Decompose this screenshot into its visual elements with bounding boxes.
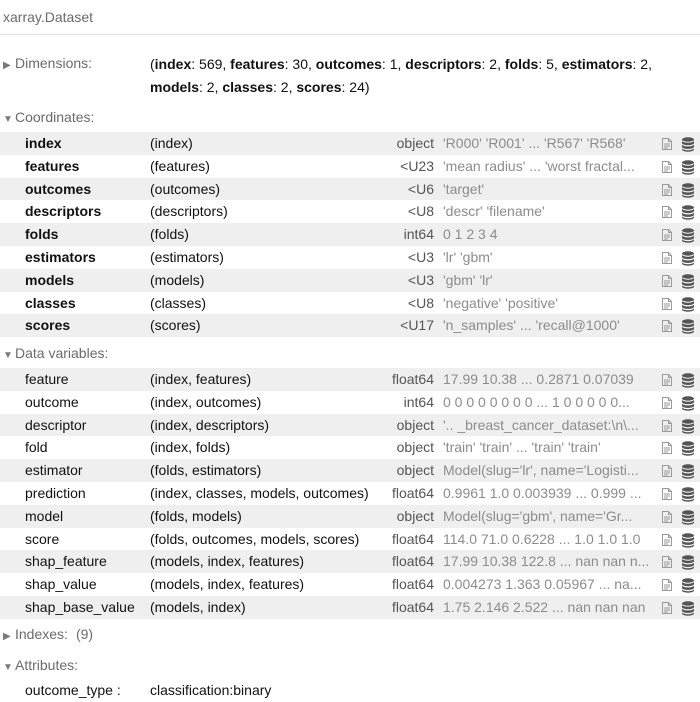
data-variable-row-score xyxy=(0,528,700,551)
doc-icon[interactable] xyxy=(660,555,674,572)
variable-dims: (scores) xyxy=(150,317,201,334)
database-icon[interactable] xyxy=(680,204,696,223)
variable-preview: 0 0 0 0 0 0 0 0 ... 1 0 0 0 0 0... xyxy=(443,393,630,410)
variable-dims: (index, outcomes) xyxy=(150,393,262,410)
variable-preview: 'lr' 'gbm' xyxy=(443,248,493,265)
variable-dtype: float64 xyxy=(391,598,434,615)
data-variable-row-prediction xyxy=(0,482,700,505)
dimension-name: scores xyxy=(296,79,342,95)
coordinate-row-index xyxy=(0,132,700,155)
variable-preview: 'n_samples' ... 'recall@1000' xyxy=(443,317,620,334)
variable-dtype: float64 xyxy=(391,530,434,547)
doc-icon[interactable] xyxy=(660,274,674,291)
variable-preview: 'mean radius' ... 'worst fractal... xyxy=(443,157,635,174)
dimension-size: 24 xyxy=(349,79,365,95)
doc-icon[interactable] xyxy=(660,373,674,390)
dimension-index: index: 569 xyxy=(154,56,223,72)
variable-dims: (models, index, features) xyxy=(150,576,305,593)
coordinate-row-estimators xyxy=(0,246,700,269)
doc-icon[interactable] xyxy=(660,319,674,336)
dimension-folds: folds: 5 xyxy=(504,56,554,72)
data-variable-row-descriptor xyxy=(0,414,700,437)
database-icon[interactable] xyxy=(680,296,696,315)
dimension-name: descriptors xyxy=(405,56,482,72)
data-variable-row-estimator xyxy=(0,459,700,482)
dimension-models: models: 2 xyxy=(150,79,215,95)
dimension-size: 569 xyxy=(199,56,223,72)
variable-dtype: int64 xyxy=(403,226,434,243)
data-variable-row-model xyxy=(0,505,700,528)
variable-preview: 'target' xyxy=(443,180,485,197)
variable-dims: (estimators) xyxy=(150,248,224,265)
doc-icon[interactable] xyxy=(660,578,674,595)
variable-dims: (folds) xyxy=(150,226,189,243)
triangle-right-icon: ▶ xyxy=(3,60,11,71)
database-icon[interactable] xyxy=(680,554,696,573)
variable-dims: (folds, outcomes, models, scores) xyxy=(150,530,360,547)
dimensions-list: (index: 569, features: 30, outcomes: 1, descriptors: 2, folds: 5, estimators: 2, models: 2, classes: 2, scores: 24) xyxy=(150,56,652,95)
indexes-count: (9) xyxy=(75,626,94,642)
coordinate-row-outcomes xyxy=(0,178,700,201)
attribute-row xyxy=(0,682,700,702)
variable-dims: (models) xyxy=(150,271,205,288)
triangle-down-icon: ▼ xyxy=(3,350,13,361)
database-icon[interactable] xyxy=(680,159,696,178)
doc-icon[interactable] xyxy=(660,205,674,222)
dimension-size: 2 xyxy=(489,56,498,72)
coordinate-row-folds xyxy=(0,223,700,246)
database-icon[interactable] xyxy=(680,509,696,528)
doc-icon[interactable] xyxy=(660,419,674,436)
variable-dims: (folds, models) xyxy=(150,507,242,524)
variable-name: scores xyxy=(25,317,71,334)
dataset-title: xarray.Dataset xyxy=(3,9,93,25)
variable-dims: (outcomes) xyxy=(150,180,221,197)
data-variables-table xyxy=(0,368,700,619)
doc-icon[interactable] xyxy=(660,228,674,245)
variable-dtype: <U23 xyxy=(400,157,434,174)
coordinate-row-descriptors xyxy=(0,200,700,223)
variable-name: index xyxy=(25,135,62,151)
data-variable-row-feature xyxy=(0,368,700,391)
coordinate-row-features xyxy=(0,155,700,178)
database-icon[interactable] xyxy=(680,227,696,246)
dimension-size: 5 xyxy=(546,56,554,72)
database-icon[interactable] xyxy=(680,250,696,269)
triangle-down-icon: ▼ xyxy=(3,114,13,125)
dimension-name: models xyxy=(150,79,200,95)
data-variable-row-outcome xyxy=(0,391,700,414)
variable-name: feature xyxy=(25,371,69,387)
variable-dims: (features) xyxy=(150,157,210,174)
triangle-down-icon: ▼ xyxy=(3,662,13,673)
doc-icon[interactable] xyxy=(660,297,674,314)
variable-dtype: float64 xyxy=(391,371,434,387)
doc-icon[interactable] xyxy=(660,396,674,413)
doc-icon[interactable] xyxy=(660,487,674,504)
variable-dtype: object xyxy=(396,462,434,479)
variable-name: shap_value xyxy=(25,576,97,593)
variable-name: descriptors xyxy=(25,203,102,220)
database-icon[interactable] xyxy=(680,532,696,551)
attribute-value: classification:binary xyxy=(150,682,272,698)
database-icon[interactable] xyxy=(680,577,696,596)
attributes-label: Attributes: xyxy=(15,657,79,673)
dimension-classes: classes: 2 xyxy=(222,79,289,95)
database-icon[interactable] xyxy=(680,418,696,437)
variable-name: outcomes xyxy=(25,180,92,197)
variable-preview: '.. _breast_cancer_dataset:\n\... xyxy=(443,416,639,433)
attribute-key: outcome_type : xyxy=(25,682,121,698)
variable-dims: (index, descriptors) xyxy=(150,416,270,433)
variable-dtype: <U17 xyxy=(400,317,434,334)
variable-dims: (folds, estimators) xyxy=(150,462,262,479)
dimension-descriptors: descriptors: 2 xyxy=(405,56,498,72)
dimension-name: outcomes xyxy=(315,56,382,72)
variable-name: fold xyxy=(25,439,48,456)
doc-icon[interactable] xyxy=(660,251,674,268)
dimension-size: 2 xyxy=(640,56,649,72)
variable-dtype: object xyxy=(396,135,434,151)
variable-preview: 'train' 'train' ... 'train' 'train' xyxy=(443,439,601,456)
variable-name: shap_feature xyxy=(25,553,107,570)
variable-preview: 'R000' 'R001' ... 'R567' 'R568' xyxy=(443,135,626,151)
variable-preview: 0 1 2 3 4 xyxy=(443,226,498,243)
attributes-section-toggle[interactable] xyxy=(3,655,78,675)
variable-dtype: object xyxy=(396,507,434,524)
doc-icon[interactable] xyxy=(660,160,674,177)
dimension-name: folds xyxy=(504,56,539,72)
variable-name: score xyxy=(25,530,60,547)
variable-name: shap_base_value xyxy=(25,598,135,615)
variable-name: models xyxy=(25,271,75,288)
variable-preview: 0.004273 1.363 0.05967 ... na... xyxy=(443,576,642,593)
variable-dims: (models, index) xyxy=(150,598,246,615)
dimension-features: features: 30 xyxy=(230,56,308,72)
dimension-name: estimators xyxy=(561,56,633,72)
data-variable-row-shap-base-value xyxy=(0,596,700,619)
triangle-right-icon: ▶ xyxy=(3,631,11,642)
dimension-estimators: estimators: 2 xyxy=(561,56,649,72)
variable-preview: 114.0 71.0 0.6228 ... 1.0 1.0 1.0 xyxy=(443,530,641,547)
variable-preview: 'descr' 'filename' xyxy=(443,203,545,220)
coordinates-label: Coordinates: xyxy=(15,109,95,125)
indexes-section-toggle[interactable] xyxy=(3,624,93,644)
dimensions-label: Dimensions: xyxy=(15,55,93,71)
variable-preview: 'negative' 'positive' xyxy=(443,294,558,311)
doc-icon[interactable] xyxy=(660,601,674,618)
data-variables-section-toggle[interactable] xyxy=(3,343,108,363)
doc-icon[interactable] xyxy=(660,137,674,154)
variable-preview: 1.75 2.146 2.522 ... nan nan nan xyxy=(443,598,646,615)
coordinates-table xyxy=(0,132,700,337)
database-icon[interactable] xyxy=(680,486,696,505)
dimension-name: index xyxy=(154,56,192,72)
variable-preview: Model(slug='lr', name='Logisti... xyxy=(443,462,639,479)
dimension-size: 30 xyxy=(292,56,308,72)
variable-dtype: <U3 xyxy=(407,271,434,288)
database-icon[interactable] xyxy=(680,273,696,292)
dimension-scores: scores: 24 xyxy=(296,79,365,95)
variable-dtype: <U6 xyxy=(407,180,434,197)
doc-icon[interactable] xyxy=(660,183,674,200)
variable-dtype: int64 xyxy=(403,393,434,410)
data-variables-label: Data variables: xyxy=(15,345,109,361)
doc-icon[interactable] xyxy=(660,533,674,550)
variable-dims: (classes) xyxy=(150,294,207,311)
variable-dtype: <U8 xyxy=(407,203,434,220)
variable-dtype: object xyxy=(396,416,434,433)
variable-dtype: float64 xyxy=(391,484,434,501)
dimensions-section-toggle[interactable] xyxy=(3,53,92,73)
variable-name: descriptor xyxy=(25,416,87,433)
dimension-name: features xyxy=(230,56,285,72)
variable-dtype: float64 xyxy=(391,553,434,570)
database-icon[interactable] xyxy=(680,463,696,482)
variable-dims: (models, index, features) xyxy=(150,553,305,570)
dataset-header xyxy=(0,0,700,35)
variable-dims: (index, folds) xyxy=(150,439,231,456)
variable-dims: (descriptors) xyxy=(150,203,228,220)
variable-name: folds xyxy=(25,226,59,243)
coordinate-row-scores xyxy=(0,314,700,337)
variable-preview: 'gbm' 'lr' xyxy=(443,271,493,288)
variable-name: model xyxy=(25,507,64,524)
variable-name: outcome xyxy=(25,393,79,410)
dimension-outcomes: outcomes: 1 xyxy=(315,56,398,72)
data-variable-row-shap-value xyxy=(0,573,700,596)
variable-preview: Model(slug='gbm', name='Gr... xyxy=(443,507,633,524)
dimension-size: 1 xyxy=(389,56,398,72)
variable-dims: (index, classes, models, outcomes) xyxy=(150,484,369,501)
coordinate-row-models xyxy=(0,269,700,292)
dimension-size: 2 xyxy=(280,79,289,95)
variable-dtype: float64 xyxy=(391,576,434,593)
variable-name: prediction xyxy=(25,484,86,501)
variable-preview: 17.99 10.38 122.8 ... nan nan n... xyxy=(443,553,650,570)
variable-preview: 17.99 10.38 ... 0.2871 0.07039 xyxy=(443,371,634,387)
database-icon[interactable] xyxy=(680,440,696,459)
coordinates-section-toggle[interactable] xyxy=(3,107,94,127)
database-icon[interactable] xyxy=(680,136,696,155)
dimension-size: 2 xyxy=(206,79,215,95)
variable-preview: 0.9961 1.0 0.003939 ... 0.999 ... xyxy=(443,484,642,501)
database-icon[interactable] xyxy=(680,395,696,414)
variable-dims: (index) xyxy=(150,135,193,151)
doc-icon[interactable] xyxy=(660,464,674,481)
variable-name: classes xyxy=(25,294,76,311)
variable-dtype: <U8 xyxy=(407,294,434,311)
indexes-label: Indexes: xyxy=(15,626,68,642)
coordinate-row-classes xyxy=(0,292,700,315)
variable-name: features xyxy=(25,157,80,174)
variable-dtype: <U3 xyxy=(407,248,434,265)
database-icon[interactable] xyxy=(680,182,696,201)
data-variable-row-fold xyxy=(0,436,700,459)
variable-name: estimators xyxy=(25,248,96,265)
database-icon[interactable] xyxy=(680,600,696,619)
dimension-name: classes xyxy=(222,79,273,95)
doc-icon[interactable] xyxy=(660,510,674,527)
data-variable-row-shap-feature xyxy=(0,550,700,573)
doc-icon[interactable] xyxy=(660,441,674,458)
database-icon[interactable] xyxy=(680,318,696,337)
variable-dtype: object xyxy=(396,439,434,456)
variable-name: estimator xyxy=(25,462,83,479)
variable-dims: (index, features) xyxy=(150,371,252,387)
database-icon[interactable] xyxy=(680,372,696,391)
